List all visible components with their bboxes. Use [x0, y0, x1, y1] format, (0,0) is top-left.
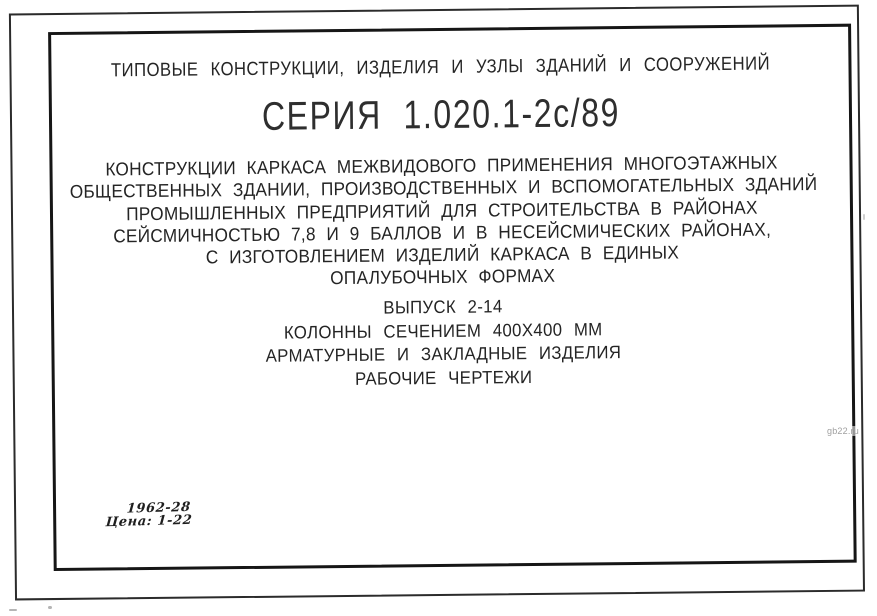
document-header: ТИПОВЫЕ КОНСТРУКЦИИ, ИЗДЕЛИЯ И УЗЛЫ ЗДАНИЙ И СООРУЖЕНИЙ	[110, 53, 771, 82]
watermark: gb22.ru	[827, 426, 859, 436]
description-line: ОБЩЕСТВЕННЫХ ЗДАНИИ, ПРОИЗВОДСТВЕННЫХ И ВСПОМОГАТЕЛЬНЫХ ЗДАНИЙ	[69, 173, 818, 203]
issue-block	[43, 292, 844, 394]
description-line: ПРОМЫШЛЕННЫХ ПРЕДПРИЯТИЙ ДЛЯ СТРОИТЕЛЬСТВА В РАЙОНАХ	[126, 196, 758, 224]
issue-type-line: РАБОЧИЕ ЧЕРТЕЖИ	[354, 366, 533, 389]
price-note-price: Цена: 1-22	[105, 512, 193, 530]
description-line: С ИЗГОТОВЛЕНИЕМ ИЗДЕЛИЙ КАРКАСА В ЕДИНЫХ	[205, 241, 680, 268]
description-paragraph	[41, 151, 842, 293]
issue-number-line: ВЫПУСК 2-14	[383, 296, 503, 318]
scan-speck	[48, 606, 52, 609]
description-line: КОНСТРУКЦИИ КАРКАСА МЕЖВИДОВОГО ПРИМЕНЕНИЯ МНОГОЭТАЖНЫХ	[105, 151, 778, 180]
scan-speck	[863, 214, 865, 220]
price-note	[105, 499, 194, 530]
issue-content-line: АРМАТУРНЫЕ И ЗАКЛАДНЫЕ ИЗДЕЛИЯ	[265, 342, 622, 366]
scan-speck	[9, 609, 17, 611]
description-line: СЕЙСМИЧНОСТЬЮ 7,8 И 9 БАЛЛОВ И В НЕСЕЙСМИЧЕСКИХ РАЙОНАХ,	[113, 218, 772, 247]
description-line: ОПАЛУБОЧНЫХ ФОРМАХ	[330, 265, 556, 289]
price-note-code: 1962-28	[126, 499, 192, 517]
issue-subject-line: КОЛОННЫ СЕЧЕНИЕМ 400Х400 ММ	[283, 318, 603, 343]
series-title: СЕРИЯ 1.020.1-2с/89	[261, 91, 621, 139]
